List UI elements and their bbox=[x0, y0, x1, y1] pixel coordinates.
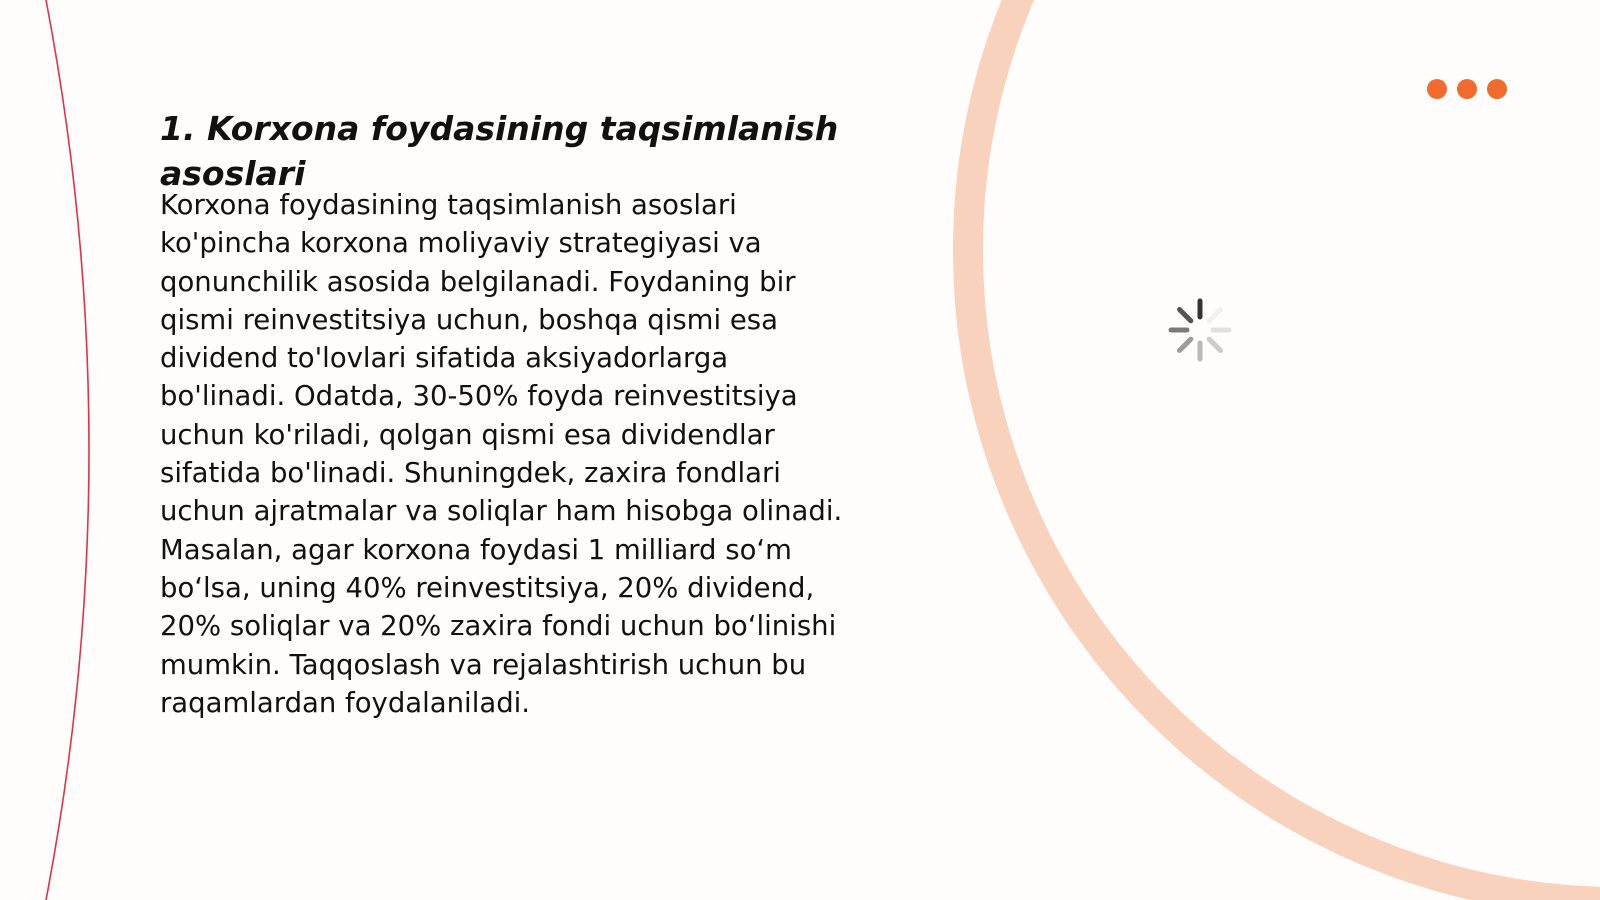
decorative-left-curve bbox=[46, 0, 89, 900]
loading-spinner-icon bbox=[1167, 297, 1233, 363]
more-dots-icon[interactable] bbox=[1427, 79, 1507, 99]
decorative-ring bbox=[968, 0, 1600, 900]
dot bbox=[1427, 79, 1447, 99]
dot bbox=[1487, 79, 1507, 99]
slide-title: 1. Korxona foydasining taqsimlanish asoslari bbox=[160, 109, 839, 193]
slide-body-text: Korxona foydasining taqsimlanish asoslari ko'pincha korxona moliyaviy strategiyasi va qonunchilik asosida belgilanadi. Foydaning bir qismi reinvestitsiya uchun, boshqa qismi esa dividend to'lovlari sifatida aksiyadorlarga bo'linadi. Odatda, 30-50% foyda reinvestitsiya uchun ko'riladi, qolgan qismi esa dividendlar sifatida bo'linadi. Shuningdek, zaxira fondlari uchun ajratmalar va soliqlar ham hisobga olinadi. Masalan, agar korxona foydasi 1 milliard so‘m bo‘lsa, uning 40% reinvestitsiya, 20% dividend, 20% soliqlar va 20% zaxira fondi uchun bo‘linishi mumkin. Taqqoslash va rejalashtirish uchun bu raqamlardan foydalaniladi. bbox=[160, 189, 843, 719]
dot bbox=[1457, 79, 1477, 99]
